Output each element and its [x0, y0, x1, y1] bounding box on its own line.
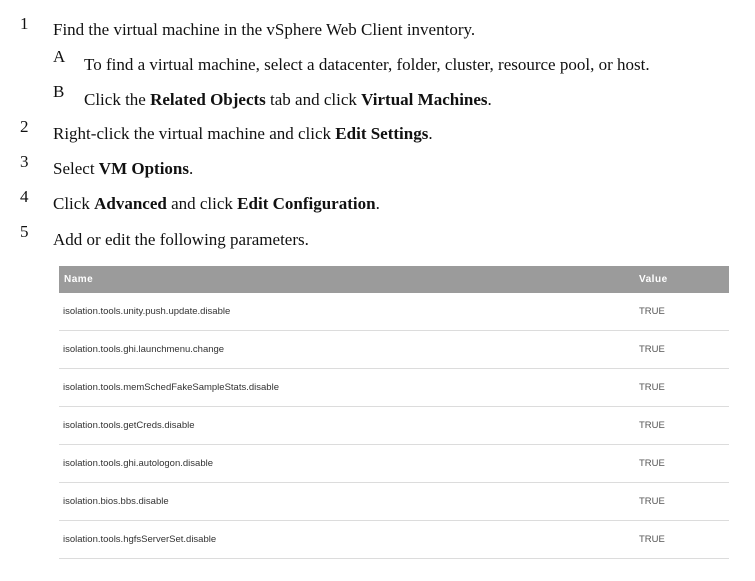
edit-configuration-label: Edit Configuration	[237, 194, 376, 213]
step-4-mid: and click	[166, 194, 238, 213]
step-number-1: 1	[20, 14, 29, 33]
param-name: isolation.tools.hgfsServerSet.disable	[59, 521, 639, 559]
param-name: isolation.tools.unity.push.update.disable	[59, 293, 639, 331]
table-row	[59, 369, 729, 407]
substep-letter-b: B	[53, 82, 65, 101]
virtual-machines-label: Virtual Machines	[361, 90, 488, 109]
advanced-label: Advanced	[94, 194, 167, 213]
step-2-post: .	[428, 124, 433, 143]
param-name: isolation.bios.bbs.disable	[59, 483, 639, 521]
table-header-row	[59, 266, 729, 293]
param-value: TRUE	[639, 369, 729, 407]
step-4-text	[53, 194, 380, 214]
table-row	[59, 483, 729, 521]
substep-b-mid: tab and click	[265, 90, 362, 109]
substep-b-text	[84, 90, 492, 110]
param-name: isolation.tools.ghi.autologon.disable	[59, 445, 639, 483]
substep-b-pre: Click the	[84, 90, 151, 109]
column-header-value: Value	[639, 266, 729, 293]
step-number-3: 3	[20, 152, 29, 171]
table-row	[59, 521, 729, 559]
table-row	[59, 331, 729, 369]
param-name: isolation.tools.memSchedFakeSampleStats.disable	[59, 369, 639, 407]
param-value: TRUE	[639, 521, 729, 559]
param-value: TRUE	[639, 331, 729, 369]
param-name: isolation.tools.ghi.launchmenu.change	[59, 331, 639, 369]
table-row	[59, 407, 729, 445]
step-number-5: 5	[20, 222, 29, 241]
substep-letter-a: A	[53, 47, 66, 66]
table-row	[59, 445, 729, 483]
param-value: TRUE	[639, 293, 729, 331]
step-4-pre: Click	[53, 194, 95, 213]
param-value: TRUE	[639, 407, 729, 445]
vm-options-label: VM Options	[98, 159, 190, 178]
param-value: TRUE	[639, 445, 729, 483]
step-2-pre: Right-click the virtual machine and click	[53, 124, 336, 143]
step-3-pre: Select	[53, 159, 99, 178]
step-number-4: 4	[20, 187, 29, 206]
step-2-text	[53, 124, 433, 144]
substep-a-text: To find a virtual machine, select a datacenter, folder, cluster, resource pool, or host.	[84, 55, 650, 74]
edit-settings-label: Edit Settings	[335, 124, 429, 143]
step-3-text	[53, 159, 193, 179]
param-name: isolation.tools.getCreds.disable	[59, 407, 639, 445]
table-row	[59, 293, 729, 331]
step-number-2: 2	[20, 117, 29, 136]
related-objects-label: Related Objects	[150, 90, 266, 109]
step-1-text: Find the virtual machine in the vSphere Web Client inventory.	[53, 20, 476, 39]
parameters-table	[59, 266, 729, 559]
param-value: TRUE	[639, 483, 729, 521]
substep-b-post: .	[487, 90, 492, 109]
step-5-text: Add or edit the following parameters.	[53, 230, 309, 249]
step-3-post: .	[189, 159, 194, 178]
column-header-name: Name	[59, 266, 639, 293]
step-4-post: .	[375, 194, 380, 213]
